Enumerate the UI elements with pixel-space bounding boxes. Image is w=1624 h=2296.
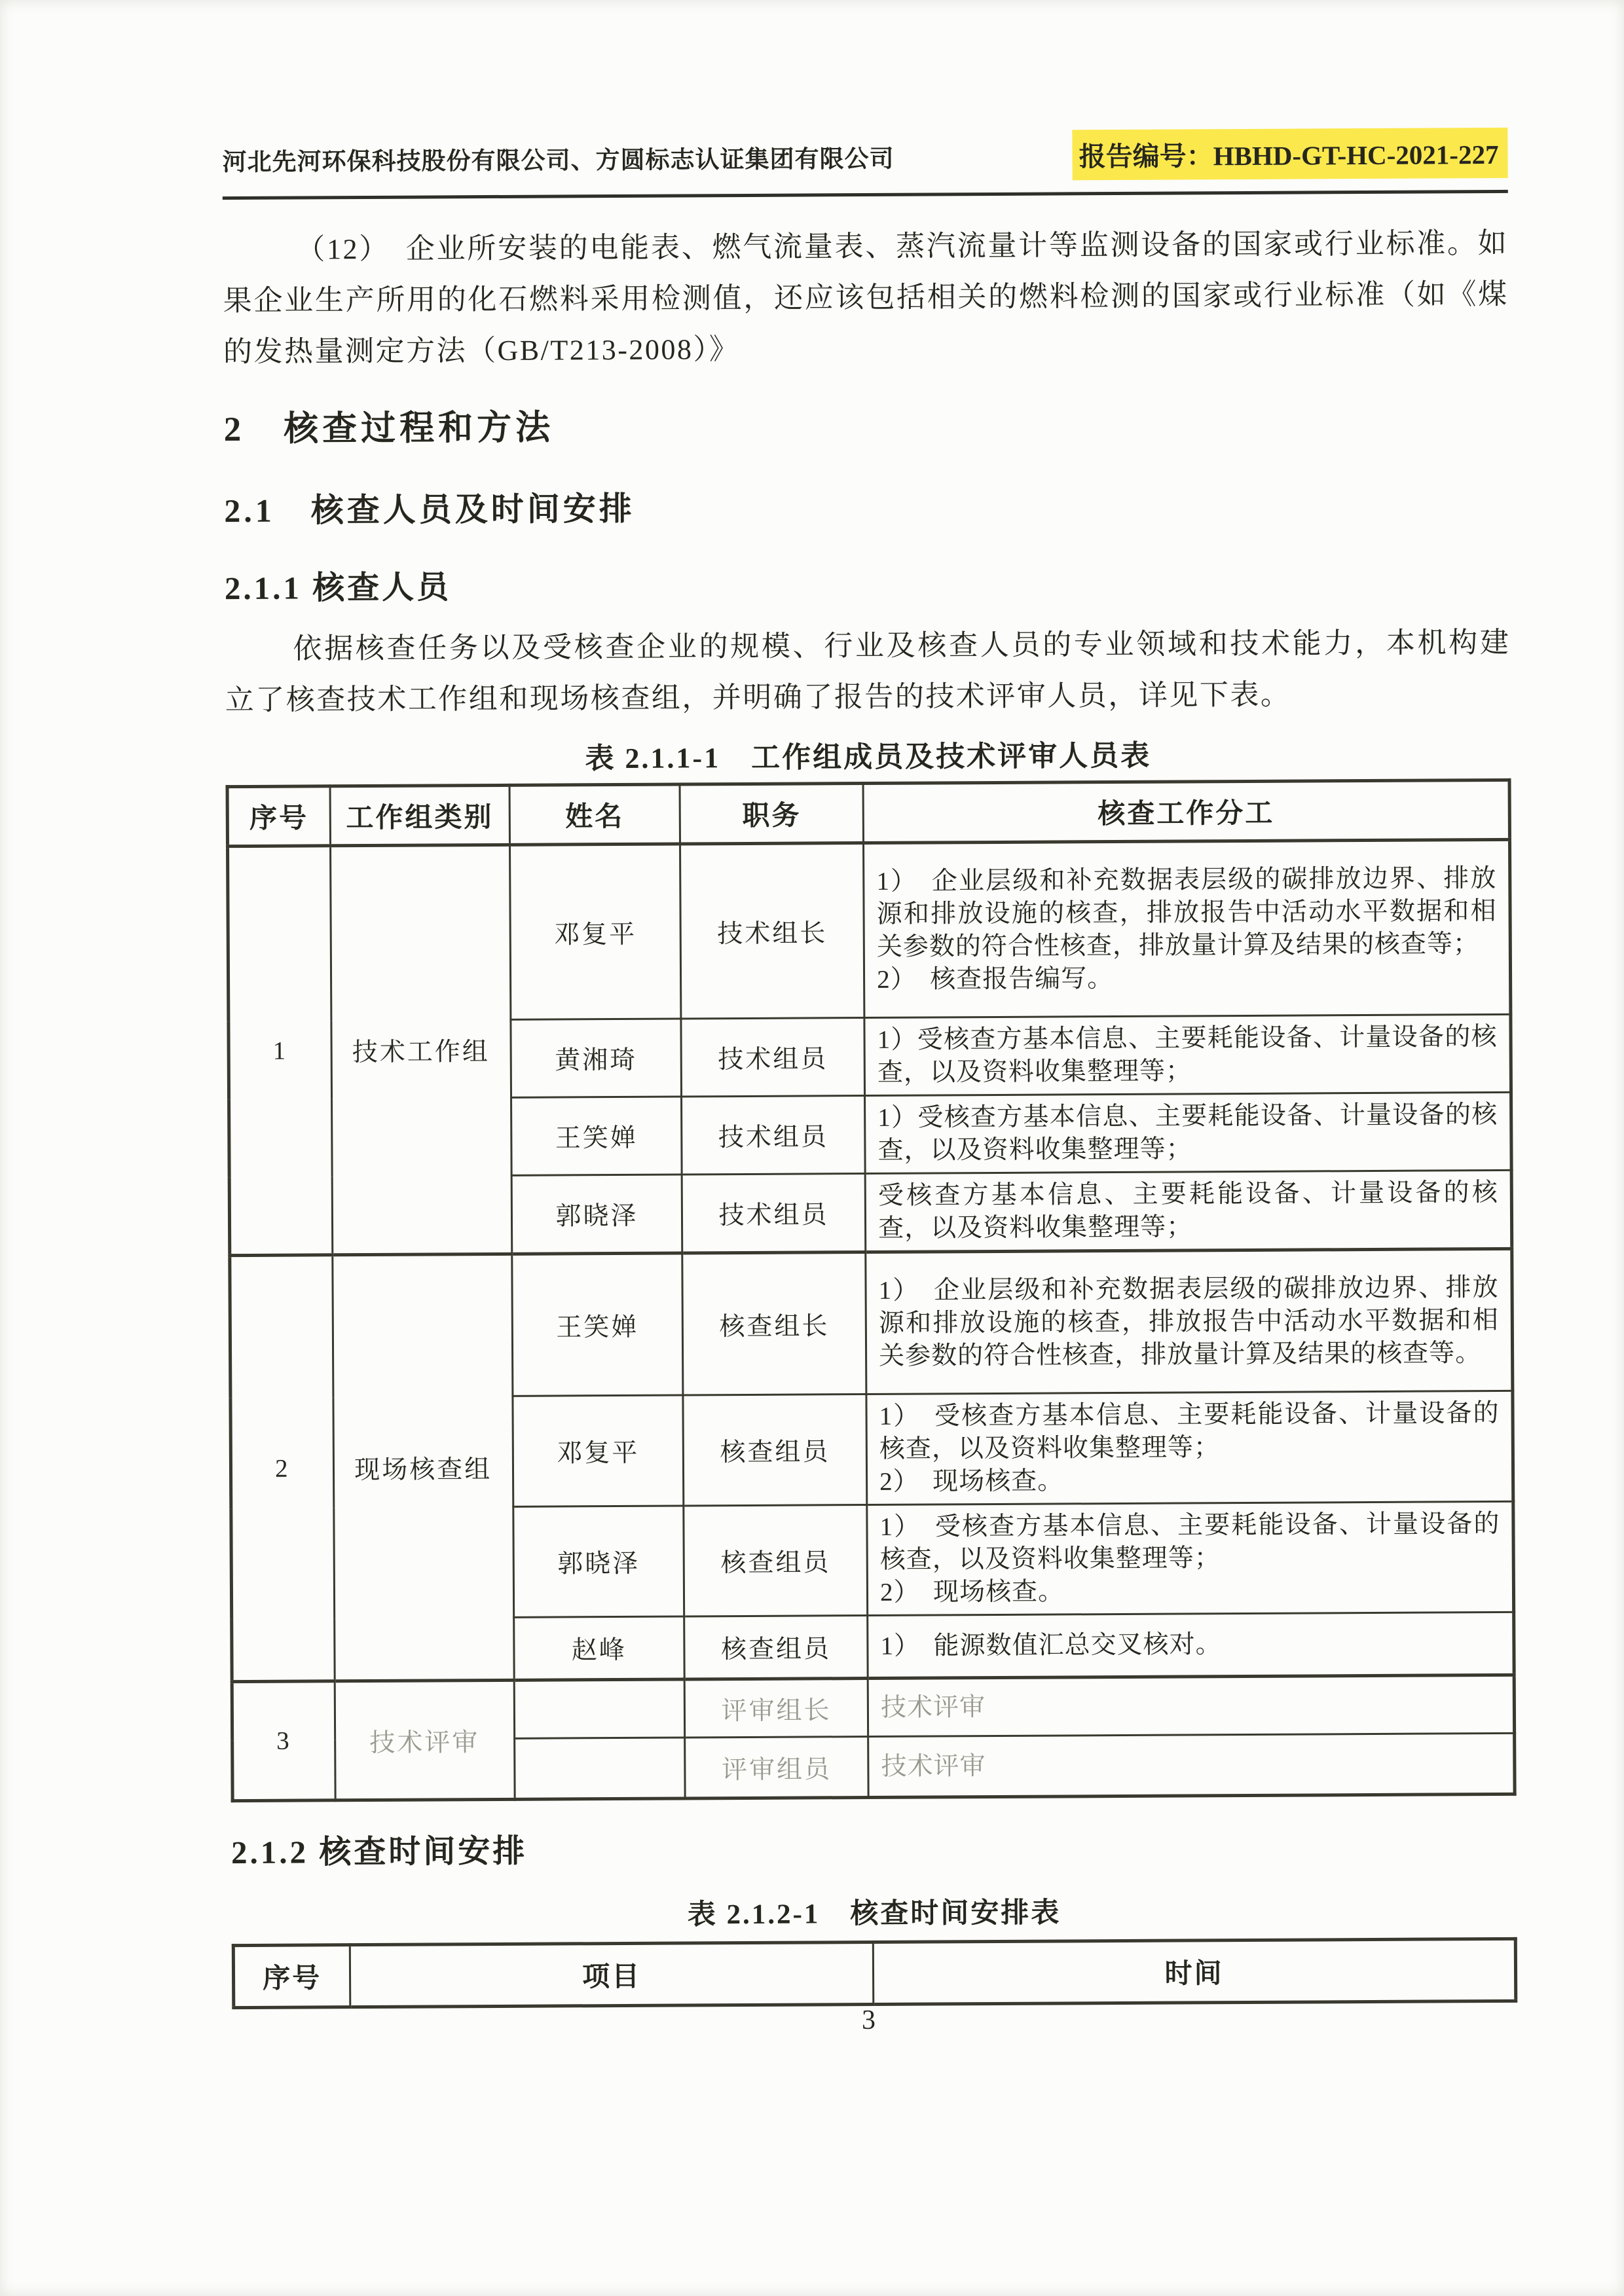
cell-role: 技术组员 <box>681 1018 865 1097</box>
cell-role: 评审组长 <box>684 1679 868 1738</box>
heading-section: 2.1 核查人员及时间安排 <box>224 490 635 530</box>
cell-name <box>514 1679 685 1738</box>
scanned-content <box>222 128 1517 2009</box>
paragraph-standards: （12） 企业所安装的电能表、燃气流量表、蒸汽流量计等监测设备的国家或行业标准。如果企业生产所用的化石燃料采用检测值，还应该包括相关的燃料检测的国家或行业标准（如《煤的发热量测定方法（GB/T213-2008）》 <box>223 227 1509 369</box>
cell-duty: 1） 受核查方基本信息、主要耗能设备、计量设备的核查，以及资料收集整理等； 2） 现场核查。 <box>866 1391 1513 1504</box>
table-header-row <box>227 780 1509 846</box>
cell-name: 郭晓泽 <box>511 1175 682 1254</box>
cell-duty: 受核查方基本信息、主要耗能设备、计量设备的核查，以及资料收集整理等； <box>865 1170 1511 1252</box>
heading-subsection-personnel: 2.1.1 核查人员 <box>224 569 452 606</box>
cell-name: 邓复平 <box>509 844 681 1019</box>
col-header-category: 工作组类别 <box>330 785 510 845</box>
cell-duty: 1） 受核查方基本信息、主要耗能设备、计量设备的核查，以及资料收集整理等； 2） 现场核查。 <box>867 1501 1514 1615</box>
col-header-serial: 序号 <box>233 1945 350 2008</box>
cell-duty: 1）受核查方基本信息、主要耗能设备、计量设备的核查，以及资料收集整理等； <box>864 1014 1511 1095</box>
cell-duty: 1） 能源数值汇总交叉核对。 <box>868 1612 1514 1678</box>
cell-role: 核查组员 <box>684 1616 868 1679</box>
table-row <box>232 1675 1514 1740</box>
cell-serial: 2 <box>230 1255 335 1682</box>
cell-role: 核查组长 <box>682 1252 866 1395</box>
heading-subsection-schedule: 2.1.2 核查时间安排 <box>231 1832 528 1871</box>
header-divider <box>223 190 1508 200</box>
cell-duty: 1）受核查方基本信息、主要耗能设备、计量设备的核查，以及资料收集整理等； <box>865 1092 1511 1173</box>
report-number: 报告编号：HBHD-GT-HC-2021-227 <box>1072 128 1507 180</box>
page-number: 3 <box>862 2005 876 2035</box>
col-header-time: 时间 <box>873 1939 1515 2005</box>
cell-duty: 1） 企业层级和补充数据表层级的碳排放边界、排放源和排放设施的核查，排放报告中活动水平数据和相关参数的符合性核查，排放量计算及结果的核查等； 2） 核查报告编写。 <box>864 839 1511 1017</box>
cell-name <box>514 1738 685 1799</box>
col-header-role: 职务 <box>680 784 863 844</box>
table2-title: 表 2.1.2-1 核查时间安排表 <box>687 1897 1061 1931</box>
col-header-item: 项目 <box>350 1942 873 2007</box>
cell-serial: 3 <box>232 1681 335 1801</box>
page-header <box>222 128 1507 185</box>
paragraph-personnel: 依据核查任务以及受核查企业的规模、行业及核查人员的专业领域和技术能力，本机构建立了核查技术工作组和现场核查组，并明确了报告的技术评审人员，详见下表。 <box>225 626 1511 717</box>
col-header-name: 姓名 <box>509 784 680 845</box>
cell-name: 王笑婵 <box>512 1253 684 1396</box>
cell-category: 技术工作组 <box>330 845 511 1254</box>
table-header-row <box>233 1939 1515 2008</box>
table1-title: 表 2.1.1-1 工作组成员及技术评审人员表 <box>585 739 1152 775</box>
table-row <box>230 1248 1513 1397</box>
cell-name: 郭晓泽 <box>513 1506 684 1617</box>
cell-role: 核查组员 <box>684 1505 868 1616</box>
cell-name: 黄湘琦 <box>511 1019 682 1097</box>
table-row <box>228 839 1511 1021</box>
heading-chapter: 2 核查过程和方法 <box>223 409 555 449</box>
cell-name: 赵峰 <box>513 1616 684 1680</box>
cell-serial: 1 <box>228 846 333 1256</box>
cell-category: 技术评审 <box>335 1680 515 1800</box>
cell-role: 核查组员 <box>683 1394 867 1506</box>
cell-role: 技术组员 <box>682 1096 866 1175</box>
header-company-names: 河北先河环保科技股份有限公司、方圆标志认证集团有限公司 <box>222 145 895 177</box>
personnel-table <box>226 778 1517 1802</box>
col-header-serial: 序号 <box>227 786 330 847</box>
cell-role: 技术组长 <box>680 843 864 1019</box>
cell-duty: 技术评审 <box>868 1675 1514 1736</box>
col-header-duty: 核查工作分工 <box>863 780 1509 843</box>
cell-name: 邓复平 <box>513 1395 684 1506</box>
cell-role: 技术组员 <box>682 1174 866 1253</box>
cell-role: 评审组员 <box>685 1737 868 1798</box>
cell-category: 现场核查组 <box>332 1254 514 1681</box>
cell-duty: 1） 企业层级和补充数据表层级的碳排放边界、排放源和排放设施的核查，排放报告中活动水平数据和相关参数的符合性核查，排放量计算及结果的核查等。 <box>866 1248 1513 1394</box>
schedule-table <box>232 1937 1517 2009</box>
cell-name: 王笑婵 <box>511 1097 682 1175</box>
cell-duty: 技术评审 <box>868 1733 1515 1797</box>
